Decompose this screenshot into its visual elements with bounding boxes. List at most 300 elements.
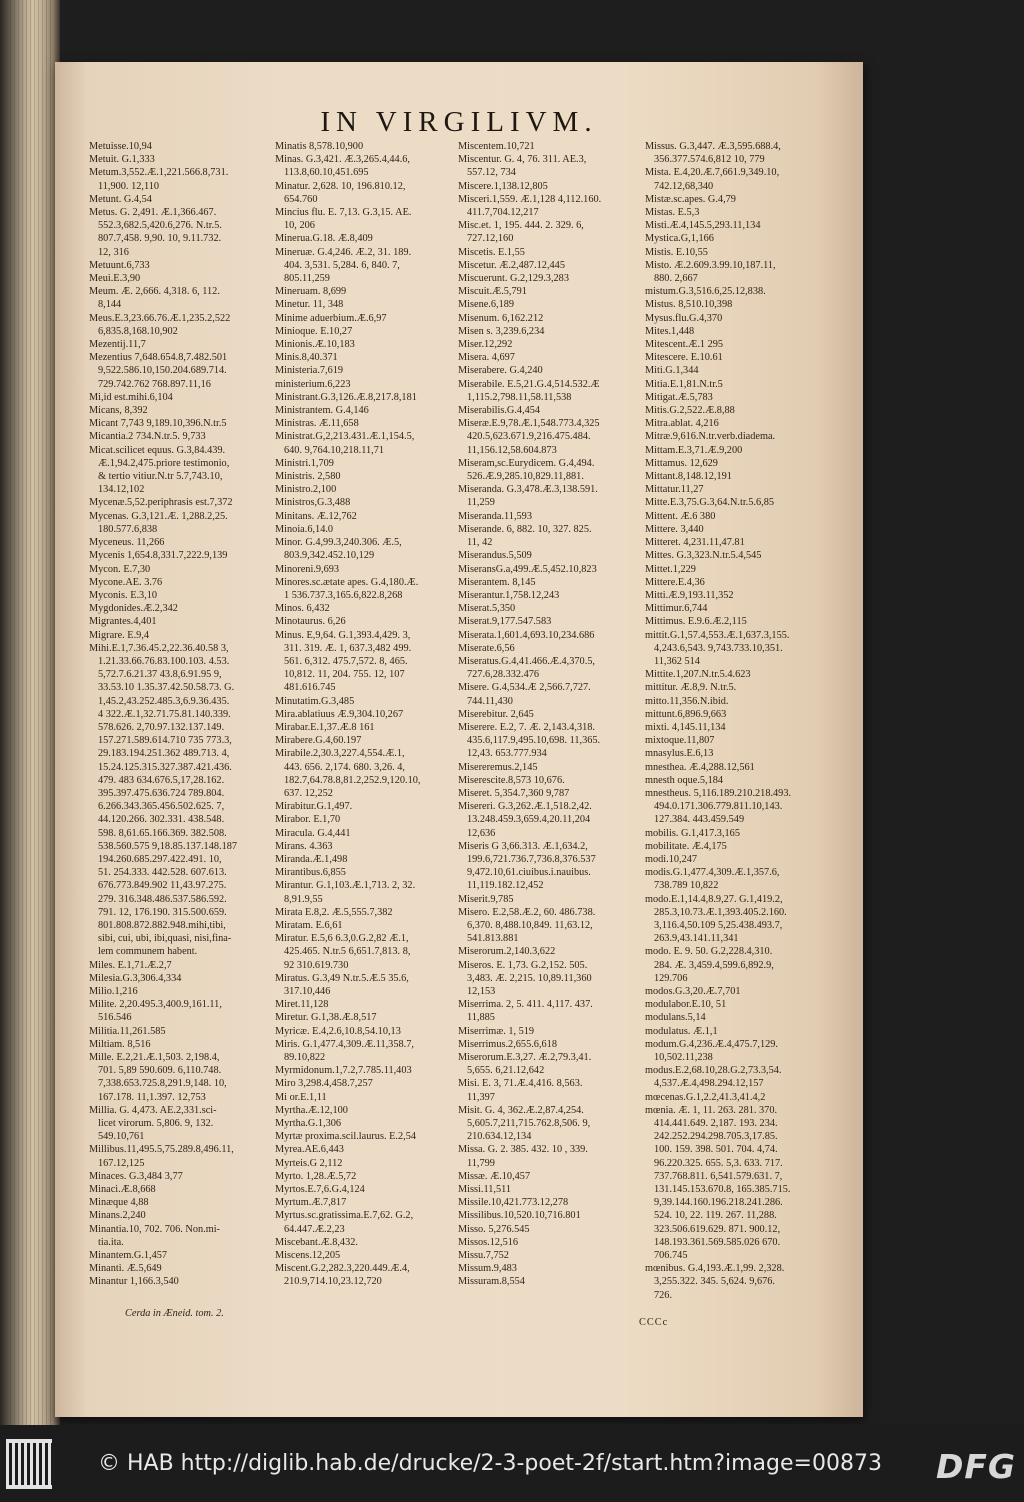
index-entry-continuation: 727.6,28.332.476 bbox=[467, 669, 540, 681]
index-entry-continuation: 96.220.325. 655. 5,3. 633. 717. bbox=[654, 1157, 783, 1169]
index-entry: Miseræ.E.9,78.Æ.1,548.773.4,325 bbox=[458, 418, 600, 430]
index-entry-continuation: 29.183.194.251.362 489.713. 4, bbox=[98, 748, 230, 760]
index-entry-continuation: 737.768.811. 6,541.579.631. 7, bbox=[654, 1170, 783, 1182]
index-entry: Minanti. Æ.5,649 bbox=[89, 1263, 162, 1275]
index-entry: Mitescere. E.10.61 bbox=[645, 352, 723, 364]
index-entry-continuation: 8,91.9,55 bbox=[284, 893, 323, 905]
index-entry: Militia.11,261.585 bbox=[89, 1025, 166, 1037]
index-entry-continuation: lem communem habent. bbox=[98, 946, 198, 958]
index-entry: mittit.G.1,57.4,553.Æ.1,637.3,155. bbox=[645, 629, 790, 641]
index-entry: Misc.et. 1, 195. 444. 2. 329. 6, bbox=[458, 220, 584, 232]
index-entry: Metuisse.10,94 bbox=[89, 141, 152, 152]
index-entry-continuation: 323.506.619.629. 871. 900.12, bbox=[654, 1223, 781, 1235]
index-entry-continuation: 494.0.171.306.779.811.10,143. bbox=[654, 801, 783, 813]
index-entry-continuation: 726. bbox=[654, 1289, 673, 1301]
index-entry-continuation: 9,39.144.160.196.218.241.286. bbox=[654, 1197, 783, 1209]
index-entry-continuation: 738.789 10,822 bbox=[654, 880, 719, 892]
index-entry: Minaci.Æ.8,668 bbox=[89, 1184, 156, 1196]
index-entry-continuation: 807.7,458. 9,90. 10, 9.11.732. bbox=[98, 233, 222, 245]
index-entry-continuation: 356.377.574.6,812 10, 779 bbox=[654, 154, 765, 166]
index-entry-continuation: 311. 319. Æ. 1, 637.3,482 499. bbox=[284, 642, 412, 654]
index-entry-continuation: 44.120.266. 302.331. 438.548. bbox=[98, 814, 225, 826]
index-entry: Meus.E.3,23.66.76.Æ.1,235.2,522 bbox=[89, 312, 231, 324]
index-entry: Miserata.1,601.4,693.10,234.686 bbox=[458, 629, 595, 641]
index-entry: Mygdonides.Æ.2,342 bbox=[89, 603, 178, 615]
index-entry: Mystica.G,1,166 bbox=[645, 233, 714, 245]
index-entry: Miser.12,292 bbox=[458, 339, 513, 351]
index-entry-continuation: 89.10,822 bbox=[284, 1052, 326, 1064]
index-entry: Miserat.5,350 bbox=[458, 603, 516, 615]
index-entry-continuation: 167.12,125 bbox=[98, 1157, 145, 1169]
index-entry: Miscetur. Æ.2,487.12,445 bbox=[458, 259, 565, 271]
index-entry: Mycone.AE. 3.76 bbox=[89, 576, 163, 588]
index-entry: Miserantur.1,758.12,243 bbox=[458, 589, 560, 601]
index-entry: Mistis. E.10,55 bbox=[645, 246, 708, 258]
index-entry: Misen s. 3,239.6,234 bbox=[458, 325, 545, 337]
index-entry: Mihi.E.1,7.36.45.2,22.36.40.58 3, bbox=[89, 642, 229, 654]
book-page bbox=[55, 62, 863, 1417]
index-entry-continuation: 9,472.10,61.ciuibus.i.nauibus. bbox=[467, 867, 591, 879]
index-entry: Myconis. E.3,10 bbox=[89, 589, 158, 601]
index-entry: Miscebant.Æ.8,432. bbox=[275, 1236, 358, 1248]
index-entry-continuation: 706.745 bbox=[654, 1250, 688, 1262]
index-entry: modi.10,247 bbox=[645, 853, 698, 865]
index-entry: Metuit. G.1,333 bbox=[89, 154, 155, 166]
index-entry: Micat.scilicet equus. G.3,84.439. bbox=[89, 444, 226, 456]
viewer-footer bbox=[0, 1425, 1024, 1502]
index-entry: modulabor.E.10, 51 bbox=[645, 999, 727, 1011]
index-entry: Miserat.9,177.547.583 bbox=[458, 616, 552, 628]
index-entry: Miserande. 6, 882. 10, 327. 825. bbox=[458, 523, 592, 535]
index-entry: Metuunt.6,733 bbox=[89, 259, 150, 271]
index-entry-continuation: 8,144 bbox=[98, 299, 122, 311]
index-entry-continuation: 4 322.Æ.1,32.71.75.81.140.339. bbox=[98, 708, 231, 720]
index-entry: Miserescite.8,573 10,676. bbox=[458, 774, 565, 786]
index-entry: Minis.8,40.371 bbox=[275, 352, 338, 364]
index-entry-continuation: 210.634.12,134 bbox=[467, 1131, 532, 1143]
index-entry: Miserorum.2,140.3,622 bbox=[458, 946, 556, 958]
index-entry: Ministrant.G.3,126.Æ.8,217.8,181 bbox=[275, 391, 417, 403]
index-entry: Mittent. Æ.6 380 bbox=[645, 510, 716, 522]
index-entry: Mitræ.9,616.N.tr.verb.diadema. bbox=[645, 431, 776, 443]
index-entry-continuation: 676.773.849.902 11,43.97.275. bbox=[98, 880, 227, 892]
index-entry: Milio.1,216 bbox=[89, 986, 138, 997]
index-entry: Minetur. 11, 348 bbox=[275, 299, 344, 311]
index-entry-continuation: 3,483. Æ. 2,215. 10,89.11,360 bbox=[467, 972, 592, 984]
index-entry: Mirabor. E.1,70 bbox=[275, 814, 341, 826]
index-entry: Mittant.8,148.12,191 bbox=[645, 471, 732, 483]
index-entry: Misere. G.4,534.Æ 2,566.7,727. bbox=[458, 682, 591, 694]
index-entry: Misenum. 6,162.212 bbox=[458, 312, 544, 324]
index-entry-continuation: 404. 3,531. 5,284. 6, 840. 7, bbox=[284, 259, 400, 271]
index-entry: Miscentur. G. 4, 76. 311. AE.3, bbox=[458, 154, 587, 166]
index-entry-continuation: 113.8,60.10,451.695 bbox=[284, 167, 369, 179]
index-entry-continuation: 11,156.12,58.604.873 bbox=[467, 444, 557, 456]
index-entry: Metum.3,552.Æ.1,221.566.8,731. bbox=[89, 167, 229, 179]
index-entry: Mycenas. G.3,121.Æ. 1,288.2,25. bbox=[89, 510, 228, 522]
index-entry: Mi or.E.1,11 bbox=[275, 1091, 327, 1103]
index-entry: Mitescent.Æ.1 295 bbox=[645, 339, 724, 351]
index-entry: Mittes. G.3,323.N.tr.5.4,545 bbox=[645, 550, 762, 562]
index-entry: Miratus. G.3,49 N.tr.5.Æ.5 35.6, bbox=[275, 972, 409, 984]
index-entry: Mittimus. E.9.6.Æ.2,115 bbox=[645, 616, 747, 628]
index-entry: Minantia.10, 702. 706. Non.mi- bbox=[89, 1223, 220, 1235]
index-entry: Missile.10,421.773.12,278 bbox=[458, 1197, 569, 1209]
index-entry-continuation: 6,835.8,168.10,902 bbox=[98, 325, 178, 337]
index-entry: mœnibus. G.4,193.Æ.1,99. 2,328. bbox=[645, 1263, 785, 1275]
index-entry-continuation: 481.616.745 bbox=[284, 682, 336, 694]
index-entry: Meui.E.3,90 bbox=[89, 273, 141, 285]
index-entry-continuation: 6.266.343.365.456.502.625. 7, bbox=[98, 801, 225, 813]
index-entry: Mistus. 8,510.10,398 bbox=[645, 299, 733, 311]
index-entry-continuation: 654.760 bbox=[284, 193, 318, 205]
index-entry-continuation: 11, 42 bbox=[467, 537, 493, 549]
index-entry: Micant 7,743 9,189.10,396.N.tr.5 bbox=[89, 418, 227, 430]
index-entry: Myrtos.E.7,6.G.4,124 bbox=[275, 1184, 365, 1196]
index-entry-continuation: 425.465. N.tr.5 6,651.7,813. 8, bbox=[284, 946, 411, 958]
index-entry: mobilitate. Æ.4,175 bbox=[645, 840, 727, 852]
index-entry: Miris. G.1,477.4,309.Æ.11,358.7, bbox=[275, 1038, 414, 1050]
index-entry-continuation: 131.145.153.670.8, 165.385.715. bbox=[654, 1184, 791, 1196]
index-entry: Misit. G. 4, 362.Æ.2,87.4,254. bbox=[458, 1104, 584, 1116]
index-entry: Minatis 8,578.10,900 bbox=[275, 141, 364, 152]
index-entry-continuation: sibi, cui, ubi, ibi,quasi, nisi,fina- bbox=[98, 933, 232, 945]
index-entry: mistum.G.3,516.6,25.12,838. bbox=[645, 286, 766, 298]
index-entry: Ministri.1,709 bbox=[275, 457, 334, 469]
index-entry: Miseret. 5,354.7,360 9,787 bbox=[458, 787, 570, 799]
index-entry: Mirabile.2,30.3,227.4,554.Æ.1, bbox=[275, 748, 405, 760]
index-entry: Ministras. Æ.11,658 bbox=[275, 418, 359, 430]
index-entry: Mistas. E.5,3 bbox=[645, 207, 700, 219]
index-entry: Minoreni.9,693 bbox=[275, 563, 340, 575]
index-entry-continuation: 557.12, 734 bbox=[467, 167, 516, 179]
index-entry: Mittam.E.3,71.Æ.9,200 bbox=[645, 444, 743, 456]
index-entry: Mirantur. G.1,103.Æ.1,713. 2, 32. bbox=[275, 880, 416, 892]
index-entry: Miranda.Æ.1,498 bbox=[275, 853, 348, 865]
index-entry: Missos.12,516 bbox=[458, 1236, 519, 1248]
index-entry: Mirabere.G.4,60.197 bbox=[275, 735, 362, 747]
page-catchword: Cerda in Æneid. tom. 2. bbox=[125, 1308, 224, 1319]
index-entry-continuation: 6,370. 8,488.10,849. 11,63.12, bbox=[467, 919, 593, 931]
index-entry: modulatus. Æ.1,1 bbox=[645, 1025, 718, 1037]
index-entry: Ministris. 2,580 bbox=[275, 471, 341, 483]
index-entry: Minas. G.3,421. Æ.3,265.4,44.6, bbox=[275, 154, 411, 166]
index-entry: Miserate.6,56 bbox=[458, 642, 515, 654]
index-entry: Minoia.6,14.0 bbox=[275, 523, 334, 535]
index-entry-continuation: 100. 159. 398. 501. 704. 4,74. bbox=[654, 1144, 778, 1156]
index-entry: Minutatim.G.3,485 bbox=[275, 695, 355, 707]
index-entry: Minerua.G.18. Æ.8,409 bbox=[275, 233, 373, 245]
index-entry: mnesthea. Æ.4,288.12,561 bbox=[645, 761, 755, 773]
index-entry: Mites.1,448 bbox=[645, 325, 695, 337]
index-entry: modo.E.1,14.4,8.9,27. G.1,419.2, bbox=[645, 893, 783, 905]
index-entry: Meum. Æ. 2,666. 4,318. 6, 112. bbox=[89, 286, 220, 298]
index-entry-continuation: 727.12,160 bbox=[467, 233, 514, 245]
index-entry-continuation: 435.6,117.9,495.10,698. 11,365. bbox=[467, 735, 601, 747]
index-entry: Minæque 4,88 bbox=[89, 1197, 149, 1209]
index-entry: Minos. 6,432 bbox=[275, 603, 330, 615]
index-entry-continuation: 742.12,68,340 bbox=[654, 180, 714, 192]
index-entry: Misereri. G.3,262.Æ.1,518.2,42. bbox=[458, 801, 592, 813]
index-entry-continuation: 395.397.475.636.724 789.804. bbox=[98, 787, 225, 799]
index-entry: Minor. G.4,99.3,240.306. Æ.5, bbox=[275, 537, 402, 549]
index-entry: Miserrimæ. 1, 519 bbox=[458, 1025, 535, 1037]
index-entry: Mitigat.Æ.5,783 bbox=[645, 391, 713, 403]
index-entry: Miserere. E.2, 7. Æ. 2,143.4,318. bbox=[458, 721, 595, 733]
page-signature-mark: CCCc bbox=[639, 1317, 669, 1328]
index-entry: Mycenis 1,654.8,331.7,222.9,139 bbox=[89, 550, 228, 562]
index-entry-continuation: 880. 2,667 bbox=[654, 273, 698, 285]
index-entry: Mezentius 7,648.654.8,7.482.501 bbox=[89, 352, 228, 364]
index-entry: Myricæ. E.4,2.6,10.8,54.10,13 bbox=[275, 1025, 401, 1037]
index-entry: Mysus.flu.G.4,370 bbox=[645, 312, 723, 324]
index-entry: Misto. Æ.2.609.3.99.10,187.11, bbox=[645, 259, 776, 271]
index-entry: Minaces. G.3,484 3,77 bbox=[89, 1170, 183, 1182]
index-entry-continuation: 11,397 bbox=[467, 1091, 495, 1103]
index-entry: ministerium.6,223 bbox=[275, 378, 351, 390]
index-entry: Mineruæ. G.4,246. Æ.2, 31. 189. bbox=[275, 246, 412, 258]
footer-source-link[interactable]: © HAB http://diglib.hab.de/drucke/2-3-poet-2f/start.htm?image=00873 bbox=[98, 1451, 882, 1476]
index-entry: Miserabilis.G.4,454 bbox=[458, 405, 541, 417]
index-entry: Myrteis.G 2,112 bbox=[275, 1157, 343, 1169]
dfg-logo: DFG bbox=[935, 1447, 1016, 1486]
index-entry: Mirabar.E.1,37.Æ.8 161 bbox=[275, 721, 375, 733]
index-entry: Miserandus.5,509 bbox=[458, 550, 532, 562]
index-entry-continuation: 11,799 bbox=[467, 1157, 495, 1169]
index-entry: Mistæ.sc.apes. G.4,79 bbox=[645, 193, 736, 205]
index-entry: Mitis.G.2,522.Æ.8,88 bbox=[645, 405, 735, 417]
index-column-4 bbox=[645, 140, 833, 1302]
index-entry: Miserabile. E.5,21.G.4,514.532.Æ bbox=[458, 378, 600, 390]
index-entry-continuation: 414.441.649. 2,187. 193. 234. bbox=[654, 1118, 778, 1130]
index-entry-continuation: 578.626. 2,70.97.132.137.149. bbox=[98, 721, 225, 733]
index-entry: modis.G.1,477.4,309.Æ.1,357.6, bbox=[645, 867, 780, 879]
index-entry: Misereremus.2,145 bbox=[458, 761, 538, 773]
index-entry-continuation: 11,119.182.12,452 bbox=[467, 880, 544, 892]
index-entry: Mittet.1,229 bbox=[645, 563, 696, 575]
index-entry: Ministrantem. G.4,146 bbox=[275, 405, 369, 417]
index-entry: Minus. E,9,64. G.1,393.4,429. 3, bbox=[275, 629, 411, 641]
index-entry: Minatur. 2,628. 10, 196.810.12, bbox=[275, 180, 406, 192]
index-entry: Mezentij.11,7 bbox=[89, 339, 146, 351]
index-entry: Miles. E.1,71.Æ.2,7 bbox=[89, 959, 172, 971]
index-entry-continuation: 744.11,430 bbox=[467, 695, 513, 707]
index-entry: Myceneus. 11,266 bbox=[89, 537, 165, 549]
index-entry: Miro 3,298.4,458.7,257 bbox=[275, 1078, 373, 1090]
index-entry: Minitans. Æ.12,762 bbox=[275, 510, 357, 522]
index-entry: Miret.11,128 bbox=[275, 999, 329, 1011]
index-entry: Micans, 8,392 bbox=[89, 405, 148, 417]
index-entry: Mycenæ.5,52.periphrasis est.7,372 bbox=[89, 497, 233, 509]
index-entry: Mittatur.11,27 bbox=[645, 484, 704, 496]
index-entry: Migrantes.4,401 bbox=[89, 616, 157, 628]
index-column-3 bbox=[458, 140, 640, 1289]
index-entry-continuation: 12,636 bbox=[467, 827, 496, 839]
index-entry: Misera. 4,697 bbox=[458, 352, 515, 364]
index-entry: Minime aduerbium.Æ.6,97 bbox=[275, 312, 387, 324]
index-entry-continuation: 11,885 bbox=[467, 1012, 495, 1024]
index-entry: mobilis. G.1,417.3,165 bbox=[645, 827, 740, 839]
index-entry: Miratur. E.5,6 6.3,0.G.2,82 Æ.1, bbox=[275, 933, 409, 945]
index-entry: Mirans. 4.363 bbox=[275, 840, 333, 852]
index-entry-continuation: 12, 316 bbox=[98, 246, 129, 258]
index-entry: modum.G.4,236.Æ.4,475.7,129. bbox=[645, 1038, 779, 1050]
index-entry-continuation: 524. 10, 22. 119. 267. 11,288. bbox=[654, 1210, 777, 1222]
index-entry-continuation: 549.10,761 bbox=[98, 1131, 145, 1143]
index-entry-continuation: 805.11,259 bbox=[284, 273, 330, 285]
index-entry: Miserrima. 2, 5. 411. 4,117. 437. bbox=[458, 999, 593, 1011]
index-entry: Mittere.E.4,36 bbox=[645, 576, 705, 588]
index-entry: Minionis.Æ.10,183 bbox=[275, 339, 355, 351]
index-entry-continuation: tia.ita. bbox=[98, 1236, 124, 1248]
index-entry: Miscent.G.2,282.3,220.449.Æ.4, bbox=[275, 1263, 410, 1275]
index-entry-continuation: 4,537.Æ.4,498.294.12,157 bbox=[654, 1078, 764, 1090]
index-entry: Mittamus. 12,629 bbox=[645, 457, 718, 469]
index-entry: Mirata E.8,2. Æ.5,555.7,382 bbox=[275, 906, 393, 918]
index-entry-continuation: 1,115.2,798.11,58.11,538 bbox=[467, 391, 572, 403]
book-binding-edge bbox=[0, 0, 60, 1425]
index-entry-continuation: 729.742.762 768.897.11,16 bbox=[98, 378, 211, 390]
index-entry-continuation: 157.271.589.614.710 735 773.3, bbox=[98, 735, 232, 747]
index-entry-continuation: 1 536.737.3,165.6,822.8,268 bbox=[284, 589, 403, 601]
index-entry-continuation: 3,116.4,50.109 5,25.438.493.7, bbox=[654, 919, 783, 931]
index-entry-continuation: 411.7,704.12,217 bbox=[467, 207, 539, 219]
index-entry-continuation: 129.706 bbox=[654, 972, 688, 984]
index-entry-continuation: 420.5,623.671.9,216.475.484. bbox=[467, 431, 591, 443]
index-entry: Missilibus.10,520.10,716.801 bbox=[458, 1210, 581, 1222]
index-entry: Mitti.Æ.9,193.11,352 bbox=[645, 589, 734, 601]
index-entry: Myrto. 1,28.Æ.5,72 bbox=[275, 1170, 357, 1182]
index-entry: Minotaurus. 6,26 bbox=[275, 616, 346, 628]
index-entry: Miscuerunt. G.2,129.3,283 bbox=[458, 273, 569, 285]
index-entry: Miserantem. 8,145 bbox=[458, 576, 536, 588]
index-entry-continuation: 10, 206 bbox=[284, 220, 315, 232]
index-entry: Mirabitur.G.1,497. bbox=[275, 801, 353, 813]
index-entry: Millibus.11,495.5,75.289.8,496.11, bbox=[89, 1144, 234, 1156]
index-entry-continuation: 5,72.7.6.21.37 43.8,6.91.95 9, bbox=[98, 669, 222, 681]
index-entry: Ministros,G.3,488 bbox=[275, 497, 351, 509]
index-entry-continuation: 317.10,446 bbox=[284, 986, 331, 997]
index-entry: Milesia.G.3,306.4,334 bbox=[89, 972, 182, 984]
index-entry: Mi,id est.mihi.6,104 bbox=[89, 391, 173, 403]
index-entry-continuation: 7,338.653.725.8,291.9,148. 10, bbox=[98, 1078, 227, 1090]
index-entry-continuation: 127.384. 443.459.549 bbox=[654, 814, 745, 826]
index-entry-continuation: 701. 5,89 590.609. 6,110.748. bbox=[98, 1065, 222, 1077]
index-entry: Miseratus.G.4,41.466.Æ.4,370.5, bbox=[458, 655, 596, 667]
index-entry: Miti.G.1,344 bbox=[645, 365, 699, 377]
index-entry: Mitia.E.1,81.N.tr.5 bbox=[645, 378, 723, 390]
index-entry: Ministrat.G,2,213.431.Æ.1,154.5, bbox=[275, 431, 415, 443]
index-entry: Mineruam. 8,699 bbox=[275, 286, 347, 298]
index-entry: Miseranda. G.3,478.Æ.3,138.591. bbox=[458, 484, 598, 496]
index-entry: Minores.sc.ætate apes. G.4,180.Æ. bbox=[275, 576, 419, 588]
index-entry-continuation: 4,243.6,543. 9,743.733.10,351. bbox=[654, 642, 783, 654]
index-entry: Miscens.12,205 bbox=[275, 1250, 341, 1262]
index-entry: Missum.9,483 bbox=[458, 1263, 517, 1275]
index-entry: Myrtum.Æ.7,817 bbox=[275, 1197, 347, 1209]
index-entry-continuation: 182.7,64.78.8,81.2,252.9,120.10, bbox=[284, 774, 421, 786]
index-entry-continuation: 134.12,102 bbox=[98, 484, 145, 496]
index-entry: modo. E. 9. 50. G.2,228.4,310. bbox=[645, 946, 773, 958]
index-entry: Miracula. G.4,441 bbox=[275, 827, 351, 839]
index-entry-continuation: 242.252.294.298.705.3,17.85. bbox=[654, 1131, 778, 1143]
index-entry-continuation: 640. 9,764.10,218.11,71 bbox=[284, 444, 385, 456]
index-entry: Miscentem.10,721 bbox=[458, 141, 535, 152]
index-entry: Minioque. E.10,27 bbox=[275, 325, 353, 337]
index-entry-continuation: 1,45.2,43.252.485.3,6.9.36.435. bbox=[98, 695, 230, 707]
index-entry: Ministro.2,100 bbox=[275, 484, 337, 496]
index-entry: Metunt. G.4,54 bbox=[89, 193, 152, 205]
index-entry-continuation: 5,605.7,211,715.762.8,506. 9, bbox=[467, 1118, 591, 1130]
index-entry-continuation: 637. 12,252 bbox=[284, 787, 333, 799]
index-entry-continuation: 11,900. 12,110 bbox=[98, 180, 160, 192]
index-entry: Missæ. Æ.10,457 bbox=[458, 1170, 531, 1182]
index-entry-continuation: 598. 8,61.65.166.369. 382.508. bbox=[98, 827, 227, 839]
index-entry-continuation: Æ.1,94.2,475.priore testimonio, bbox=[98, 457, 230, 469]
index-entry: Mittite.1,207.N.tr.5.4.623 bbox=[645, 669, 751, 681]
index-entry: Miltiam. 8,516 bbox=[89, 1038, 151, 1050]
index-entry: Miscere.1,138.12,805 bbox=[458, 180, 548, 192]
index-entry: Migrare. E.9,4 bbox=[89, 629, 150, 641]
index-entry: Mitteret. 4,231.11,47.81 bbox=[645, 537, 745, 549]
index-entry-continuation: 284. Æ. 3,459.4,599.6,892.9, bbox=[654, 959, 774, 971]
hab-columns-logo-icon bbox=[6, 1439, 52, 1489]
index-entry: Minantem.G.1,457 bbox=[89, 1250, 168, 1262]
index-entry-continuation: 9,522.586.10,150.204.689.714. bbox=[98, 365, 227, 377]
index-entry: mitto.11,356.N.ibid. bbox=[645, 695, 729, 707]
index-entry: modos.G.3,20.Æ.7,701 bbox=[645, 986, 741, 997]
index-entry: Myrea.AE.6,443 bbox=[275, 1144, 344, 1156]
index-entry-continuation: 11,259 bbox=[467, 497, 495, 509]
index-entry: Missu.7,752 bbox=[458, 1250, 509, 1262]
index-entry-continuation: 51. 254.333. 442.528. 607.613. bbox=[98, 867, 227, 879]
index-entry: Missus. G.3,447. Æ.3,595.688.4, bbox=[645, 141, 781, 152]
index-entry: Misene.6,189 bbox=[458, 299, 515, 311]
index-entry-continuation: 10,502.11,238 bbox=[654, 1052, 713, 1064]
index-entry: Miratam. E.6,61 bbox=[275, 919, 343, 931]
index-entry-continuation: 148.193.361.569.585.026 670. bbox=[654, 1236, 781, 1248]
index-entry: Ministeria.7,619 bbox=[275, 365, 344, 377]
index-entry: Milite. 2,20.495.3,400.9,161.11, bbox=[89, 999, 222, 1011]
index-entry: Misti.Æ.4,145.5,293.11,134 bbox=[645, 220, 761, 232]
index-entry: Miserrimus.2,655.6,618 bbox=[458, 1038, 557, 1050]
index-entry-continuation: 12,43. 653.777.934 bbox=[467, 748, 547, 760]
index-entry: Miseros. E. 1,73. G.2,152. 505. bbox=[458, 959, 588, 971]
index-entry: mixti. 4,145.11,134 bbox=[645, 721, 726, 733]
index-column-1 bbox=[89, 140, 271, 1289]
index-entry-continuation: 15.24.125.315.327.387.421.436. bbox=[98, 761, 232, 773]
index-column-2 bbox=[275, 140, 457, 1289]
index-entry: Mitra.ablat. 4,216 bbox=[645, 418, 719, 430]
index-entry: Missuram.8,554 bbox=[458, 1276, 525, 1288]
index-entry: MiseransG.a,499.Æ.5,452.10,823 bbox=[458, 563, 597, 575]
index-entry: Miserebitur. 2,645 bbox=[458, 708, 534, 720]
index-entry: Miscuit.Æ.5,791 bbox=[458, 286, 527, 298]
index-entry: Millia. G. 4,473. AE.2,331.sci- bbox=[89, 1104, 217, 1116]
index-entry: Misceri.1,559. Æ.1,128 4,112.160. bbox=[458, 193, 602, 205]
index-entry-continuation: 516.546 bbox=[98, 1012, 132, 1024]
index-entry-continuation: 199.6,721.736.7,736.8,376.537 bbox=[467, 853, 596, 865]
index-entry: modulans.5,14 bbox=[645, 1012, 706, 1024]
index-entry: Misso. 5,276.545 bbox=[458, 1223, 530, 1235]
index-entry: Miretur. G.1,38.Æ.8,517 bbox=[275, 1012, 377, 1024]
index-entry: mnestheus. 5,116.189.210.218.493. bbox=[645, 787, 792, 799]
index-entry: mnesth oque.5,184 bbox=[645, 774, 724, 786]
index-entry: Miserorum.E.3,27. Æ.2,79.3,41. bbox=[458, 1052, 592, 1064]
index-entry-continuation: 443. 656. 2,174. 680. 3,26. 4, bbox=[284, 761, 405, 773]
index-entry: Misi. E. 3, 71.Æ.4,416. 8,563. bbox=[458, 1078, 583, 1090]
index-entry-continuation: 1.21.33.66.76.83.100.103. 4.53. bbox=[98, 655, 230, 667]
